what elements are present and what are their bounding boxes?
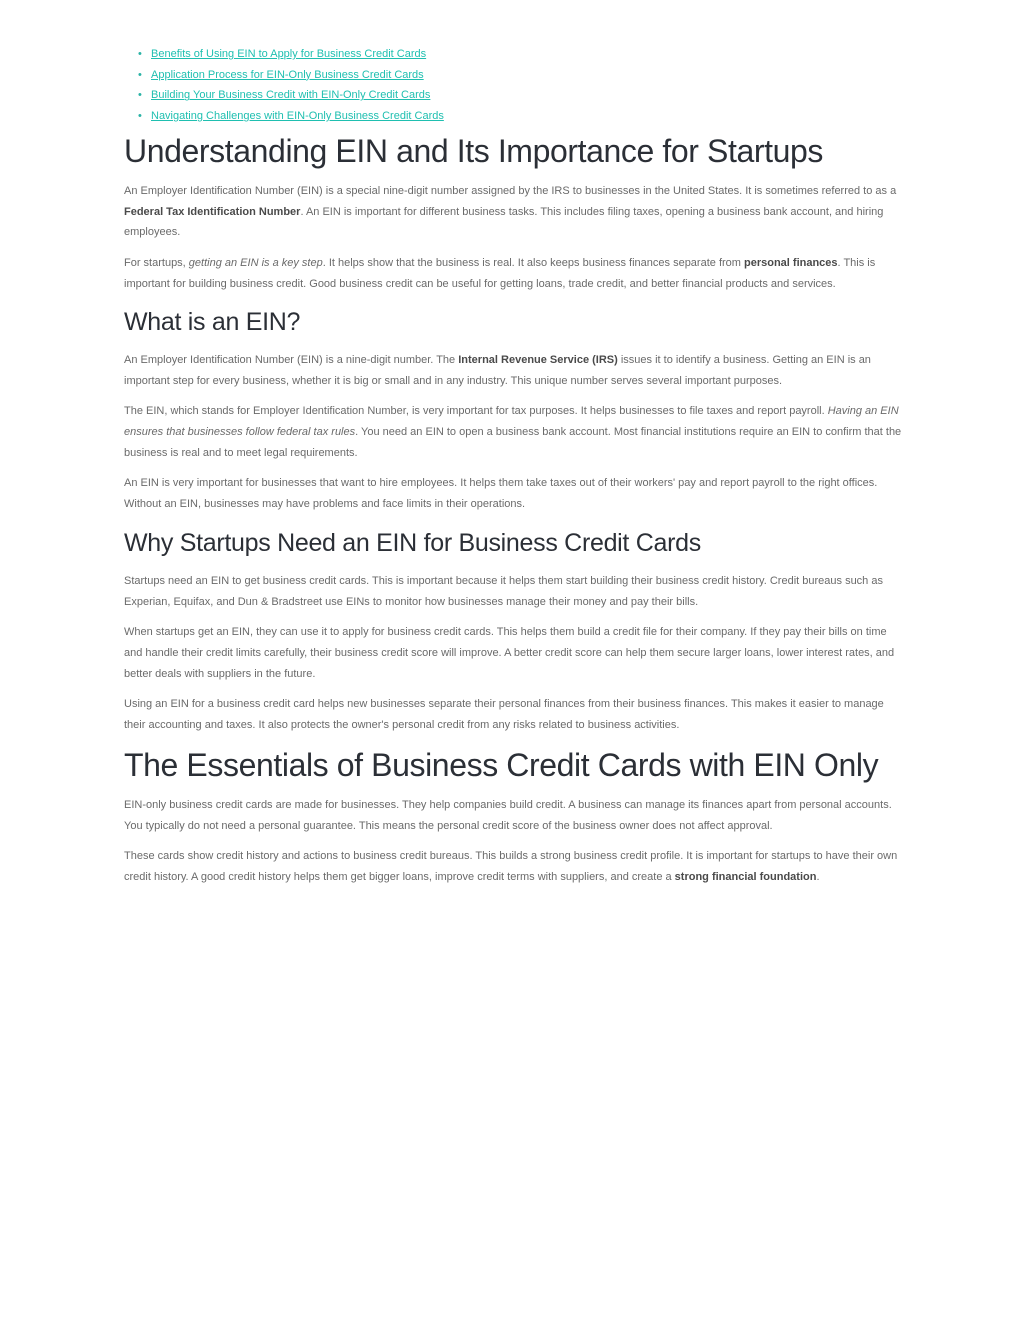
toc-item	[138, 85, 902, 106]
text: For startups,	[124, 256, 189, 269]
bold-text: strong financial foundation	[674, 870, 817, 883]
section-heading-understanding-ein: Understanding EIN and Its Importance for Startups	[124, 132, 823, 169]
toc-link-building-credit[interactable]: Building Your Business Credit with EIN-Only Credit Cards	[151, 89, 431, 102]
paragraph: Using an EIN for a business credit card helps new businesses separate their personal finances from their business finances. This makes it easier to manage their accounting and taxes. It also protects the owner's personal credit from any risks related to business activities.	[124, 697, 884, 731]
italic-text: Having an EIN ensures that businesses follow federal tax rules	[124, 405, 899, 439]
bold-text: personal finances	[744, 256, 838, 269]
bullet-icon: •	[138, 68, 142, 81]
paragraph	[124, 350, 902, 392]
text: These cards show credit history and actions to business credit bureaus. This builds a strong business credit profile. It is important for startups to have their own credit history. A good credit history helps them get bigger loans, improve credit terms with suppliers, and create a	[124, 850, 898, 883]
italic-text: getting an EIN is a key step	[188, 256, 323, 269]
text: . It helps show that the business is real. It also keeps business finances separate from	[322, 256, 744, 269]
paragraph	[124, 401, 902, 463]
text: An Employer Identification Number (EIN) is a special nine-digit number assigned by the IRS to businesses in the United States. It is sometimes referred to as a	[124, 184, 897, 197]
section-heading-essentials: The Essentials of Business Credit Cards with EIN Only	[124, 746, 879, 783]
paragraph	[124, 181, 902, 243]
text: The EIN, which stands for Employer Identification Number, is very important for tax purposes. It helps businesses to file taxes and report payroll.	[124, 405, 828, 418]
text: . You need an EIN to open a business bank account. Most financial institutions require an EIN to confirm that the business is real and to meet legal requirements.	[124, 426, 902, 459]
toc-item	[138, 106, 902, 127]
paragraph: Startups need an EIN to get business credit cards. This is important because it helps them start building their business credit history. Credit bureaus such as Experian, Equifax, and Dun & Bradstreet use EINs to monitor how businesses manage their money and pay their bills.	[124, 574, 883, 608]
text: An Employer Identification Number (EIN) is a nine-digit number. The	[124, 354, 459, 367]
paragraph: EIN-only business credit cards are made for businesses. They help companies build credit. A business can manage its finances apart from personal accounts. You typically do not need a personal guarantee. This means the personal credit score of the business owner does not affect approval.	[124, 798, 892, 832]
bullet-icon: •	[138, 48, 142, 60]
bold-text: Federal Tax Identification Number	[124, 205, 301, 218]
toc-link-navigating-challenges[interactable]: Navigating Challenges with EIN-Only Business Credit Cards	[151, 110, 444, 123]
paragraph	[124, 253, 902, 295]
toc-item	[138, 65, 902, 86]
bullet-icon: •	[138, 110, 142, 123]
bold-text: Internal Revenue Service (IRS)	[458, 354, 618, 367]
paragraph: When startups get an EIN, they can use it to apply for business credit cards. This helps them build a credit file for their company. If they pay their bills on time and handle their credit limits carefully, their business credit score will improve. A better credit score can help them secure larger loans, lower interest rates, and better deals with suppliers in the future.	[124, 625, 895, 680]
table-of-contents	[124, 44, 902, 127]
toc-link-benefits[interactable]: Benefits of Using EIN to Apply for Business Credit Cards	[151, 48, 427, 60]
text: issues it to identify a business. Getting an EIN is an important step for every business, whether it is big or small and in any industry. This unique number serves several important purposes.	[124, 354, 871, 388]
paragraph	[124, 846, 902, 888]
bullet-icon: •	[138, 89, 142, 102]
text: . An EIN is important for different business tasks. This includes filing taxes, opening a business bank account, and hiring employees.	[124, 205, 884, 239]
text: . This is important for building business credit. Good business credit can be useful for getting loans, trade credit, and better financial products and services.	[124, 256, 876, 290]
text: .	[816, 870, 820, 883]
toc-link-application-process[interactable]: Application Process for EIN-Only Business Credit Cards	[151, 68, 424, 81]
paragraph: An EIN is very important for businesses that want to hire employees. It helps them take taxes out of their workers' pay and report payroll to the right offices. Without an EIN, businesses may have problems and face limits in their operations.	[124, 477, 878, 511]
section-heading-what-is-ein: What is an EIN?	[124, 308, 301, 337]
article	[124, 44, 902, 897]
section-heading-why-startups-need-ein: Why Startups Need an EIN for Business Credit Cards	[124, 528, 701, 557]
toc-item	[138, 44, 902, 65]
